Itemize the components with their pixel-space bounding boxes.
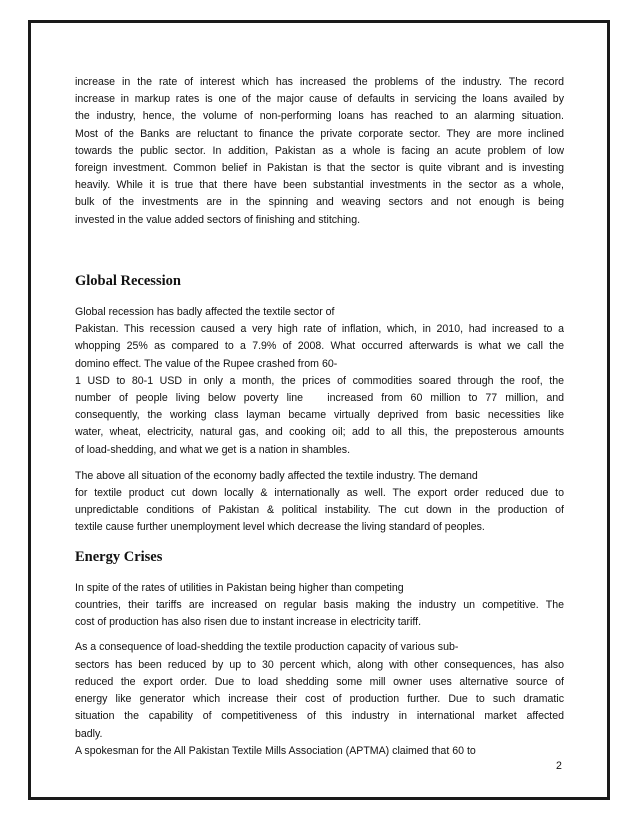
text-line: consequently, the working class layman became virtually deprived from basic necessities like — [75, 409, 564, 422]
spacer — [75, 459, 564, 468]
text-line: domino effect. The value of the Rupee crashed from 60- — [75, 357, 338, 370]
text-line: As a consequence of load-shedding the textile production capacity of various sub- — [75, 641, 459, 654]
text-line: energy like generator which increase their cost of production further. Due to such dramatic — [75, 693, 564, 706]
text-line: invested in the value added sectors of finishing and stitching. — [75, 213, 361, 226]
heading-energy-crises: Energy Crises — [75, 548, 163, 565]
text-line: increase in the rate of interest which has increased the problems of the industry. The record — [75, 76, 564, 88]
text-line: the industry, hence, the volume of non-performing loans has reached to an alarming situation. — [75, 110, 564, 123]
text-line: textile cause further unemployment level which decrease the living standard of peoples. — [75, 521, 485, 534]
text-line: Pakistan. This recession caused a very high rate of inflation, which, in 2010, had increased to a — [75, 323, 564, 336]
text-line: Most of the Banks are reluctant to finance the private corporate sector. They are more inclined — [75, 127, 564, 140]
text-line: badly. — [75, 727, 103, 740]
text-line: The above all situation of the economy badly affected the textile industry. The demand — [75, 469, 478, 482]
text-line: bulk of the investments are in the spinning and weaving sectors and not enough is being — [75, 196, 564, 209]
page-number: 2 — [556, 760, 562, 772]
text-line: number of people living below poverty line increased from 60 million to 77 million, and — [75, 392, 564, 405]
text-line: Global recession has badly affected the textile sector of — [75, 306, 335, 319]
text-line: 1 USD to 80-1 USD in only a month, the prices of commodities soared through the roof, the — [75, 374, 564, 387]
paragraph-intro — [75, 74, 564, 229]
text-line: cost of production has also risen due to instant increase in electricity tariff. — [75, 616, 422, 629]
text-line: A spokesman for the All Pakistan Textile Mills Association (APTMA) claimed that 60 to — [75, 744, 476, 757]
text-line: whopping 25% as compared to a 7.9% of 2008. What occurred afterwards is what we call the — [75, 340, 564, 353]
text-line: situation the capability of competitiveness of this industry in international market affected — [75, 710, 564, 723]
paragraph-recession — [75, 304, 564, 459]
document-body — [75, 74, 564, 760]
text-line: In spite of the rates of utilities in Pakistan being higher than competing — [75, 581, 404, 594]
paragraph-utilities — [75, 580, 564, 632]
text-line: sectors has been reduced by up to 30 percent which, along with other consequences, has also — [75, 658, 564, 671]
text-line: countries, their tariffs are increased on regular basis making the industry un competitive. The — [75, 599, 564, 612]
text-line: for textile product cut down locally & internationally as well. The export order reduced due to — [75, 487, 564, 500]
paragraph-demand — [75, 468, 564, 537]
spacer — [75, 631, 564, 639]
text-line: foreign investment. Common belief in Pakistan is that the sector is quite vibrant and is investing — [75, 162, 564, 175]
text-line: reduced the export order. Due to load shedding some mill owner uses alternative source of — [75, 675, 564, 688]
text-line: heavily. While it is true that there have been substantial investments in the sector as a whole, — [75, 179, 564, 192]
text-line: towards the public sector. In addition, Pakistan as a whole is facing an acute problem of low — [75, 144, 564, 157]
text-line: water, wheat, electricity, natural gas, and cooking oil; add to all this, the preposterous amounts — [75, 426, 564, 439]
text-line: unpredictable conditions of Pakistan & political instability. The cut down in the production of — [75, 504, 564, 517]
heading-global-recession: Global Recession — [75, 272, 181, 289]
paragraph-load-shedding — [75, 639, 564, 759]
text-line: increase in markup rates is one of the major cause of defaults in servicing the loans availed by — [75, 93, 564, 106]
text-line: of load-shedding, and what we get is a nation in shambles. — [75, 443, 351, 456]
